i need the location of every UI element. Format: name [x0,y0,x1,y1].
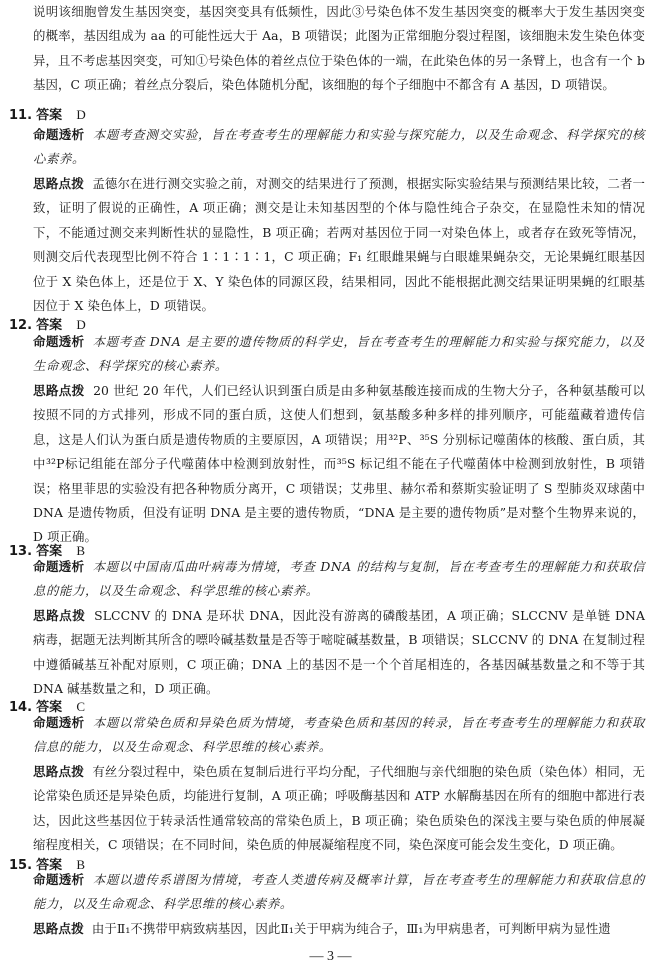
answer-label: 答案 [36,700,63,715]
analysis-label: 命题透析 [33,334,85,349]
answer-label: 答案 [36,858,63,873]
answer-label: 答案 [36,108,63,123]
hint-text: 由于Ⅱ₁不携带甲病致病基因，因此Ⅱ₁关于甲病为纯合子，Ⅲ₁为甲病患者，可判断甲病为显性遗 [91,921,611,936]
page-number: — 3 — [309,949,352,964]
hint-text: 20 世纪 20 年代，人们已经认识到蛋白质是由多种氨基酸连接而成的生物大分子，各种氨基酸可以按照不同的方式排列，形成不同的蛋白质，这使人们想到，氨基酸多种多样的排列顺序，可能蕴藏着遗传信息，这是人们认为蛋白质是遗传物质的主要原因，A 项错误；用³²P、³⁵S 分别标记噬菌体的核酸、蛋白质，其中³²P标记组能在部分子代噬菌体中检测到放射性，而³⁵S 标记组不能在子代噬菌体中检测到放射性，B 项错误；格里菲思的实验没有把各种物质分离开，C 项错误；艾弗里、赫尔希和蔡斯实验证明了 S 型肺炎双球菌中 DNA 是遗传物质，但没有证明 DNA 是主要的遗传物质，“DNA 是主要的遗传物质”是对整个生物界来说的，D 项正确。 [33,383,646,545]
hint-label: 思路点拨 [33,921,84,936]
answer-value: C [76,699,85,714]
item-number: 11. [9,108,33,123]
answer-value: D [76,317,86,332]
answer-label: 答案 [36,544,63,559]
analysis-label: 命题透析 [33,127,85,142]
hint-label: 思路点拨 [33,383,85,398]
analysis-label: 命题透析 [33,872,85,887]
answer-line-11 [9,104,86,123]
analysis-block-11 [33,123,645,172]
answer-value: B [76,857,85,872]
analysis-text: 本题考查 DNA 是主要的遗传物质的科学史，旨在考查考生的理解能力和实验与探究能力，以及生命观念、科学探究的核心素养。 [33,334,645,374]
analysis-block-12 [33,330,645,379]
analysis-block-14 [33,711,645,760]
analysis-text: 本题以遗传系谱图为情境，考查人类遗传病及概率计算，旨在考查考生的理解能力和获取信息的能力，以及生命观念、科学思维的核心素养。 [33,872,646,912]
item-number: 15. [9,858,33,873]
analysis-text: 本题以中国南瓜曲叶病毒为情境，考查 DNA 的结构与复制，旨在考查考生的理解能力和获取信息的能力，以及生命观念、科学思维的核心素养。 [33,559,645,599]
hint-text: 孟德尔在进行测交实验之前，对测交的结果进行了预测，根据实际实验结果与预测结果比较，二者一致，证明了假说的正确性，A 项正确；测交是让未知基因型的个体与隐性纯合子杂交，在显隐性未知的情况下，不能通过测交来判断性状的显隐性，B 项正确；若两对基因位于同一对染色体上，或者存在致死等情况，则测交后代表现型比例不符合 1∶1∶1∶1，C 项正确；F₁ 红眼雌果蝇与白眼雄果蝇杂交，无论果蝇红眼基因位于 X 染色体上，还是位于 X、Y 染色体的同源区段，结果相同，因此不能根据此测交结果证明果蝇的红眼基因位于 X 染色体上，D 项错误。 [33,176,646,314]
answer-value: B [76,543,85,558]
analysis-text: 本题考查测交实验，旨在考查考生的理解能力和实验与探究能力，以及生命观念、科学探究的核心素养。 [33,127,646,167]
hint-block-13 [33,604,645,702]
answer-value: D [76,107,86,122]
continued-paragraph: 说明该细胞曾发生基因突变，基因突变具有低频性，因此③号染色体不发生基因突变的概率大于发生基因突变的概率，基因组成为 aa 的可能性远大于 Aa，B 项错误；此图为正常细胞分裂过程图，该细胞未发生染色体变异，且不考虑基因突变，可知①号染色体的着丝点位于染色体的一端，在此染色体的另一条臂上，也含有一个 b 基因，C 项正确；着丝点分裂后，染色体随机分配，该细胞的每个子细胞中不都含有 A 基因，D 项错误。 [33,4,645,93]
hint-label: 思路点拨 [33,764,85,779]
analysis-label: 命题透析 [33,559,85,574]
hint-label: 思路点拨 [33,176,85,191]
item-number: 12. [9,318,33,333]
analysis-label: 命题透析 [33,715,85,730]
item-number: 13. [9,544,33,559]
answer-label: 答案 [36,318,63,333]
analysis-text: 本题以常染色质和异染色质为情境，考查染色质和基因的转录，旨在考查考生的理解能力和获取信息的能力，以及生命观念、科学思维的核心素养。 [33,715,646,755]
item-number: 14. [9,700,33,715]
hint-block-15 [33,917,645,941]
analysis-block-15 [33,868,645,917]
hint-block-12 [33,379,645,550]
hint-block-11 [33,172,645,318]
hint-text: 有丝分裂过程中，染色质在复制后进行平均分配，子代细胞与亲代细胞的染色质（染色体）相同，无论常染色质还是异染色质，均能进行复制，A 项正确；呼吸酶基因和 ATP 水解酶基因在所有的细胞中都进行表达，因此这些基因位于转录活性通常较高的常染色质上，B 项正确；染色质染色的深浅主要与染色质的伸展凝缩程度相关，C 项错误；在不同时间，染色质的伸展凝缩程度不同，染色深度可能会发生变化，D 项正确。 [33,764,646,853]
hint-label: 思路点拨 [33,608,86,623]
analysis-block-13 [33,555,645,604]
hint-block-14 [33,760,645,858]
hint-text: SLCCNV 的 DNA 是环状 DNA，因此没有游离的磷酸基团，A 项正确；SLCCNV 是单链 DNA 病毒，据题无法判断其所含的嘌呤碱基数量是否等于嘧啶碱基数量，B 项错误；SLCCNV 的 DNA 在复制过程中遵循碱基互补配对原则，C 项正确；DNA 上的基因不是一个个首尾相连的，各基因碱基数量之和不等于其 DNA 碱基数量之和，D 项正确。 [33,608,645,697]
